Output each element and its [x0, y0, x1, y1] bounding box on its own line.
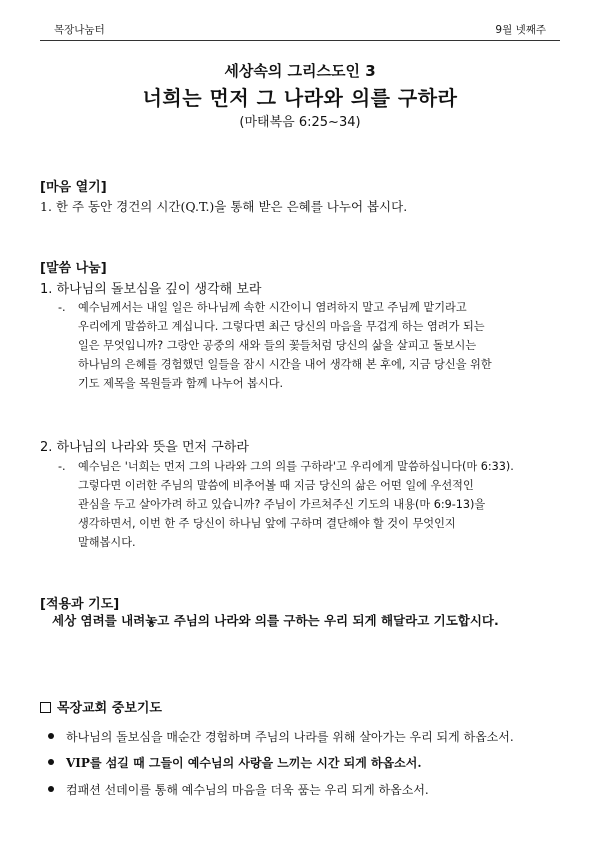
prayer-item [48, 754, 570, 771]
header-week-label: 9월 넷째주 [495, 24, 546, 36]
dash-marker: -. [58, 301, 66, 314]
page-header [40, 22, 560, 41]
prayer-item-text: 하나님의 돌보심을 매순간 경험하며 주님의 나라를 위해 살아가는 우리 되게 하옵소서. [66, 730, 514, 744]
section-heading-apply: [적용과 기도] [40, 597, 120, 612]
q1-line: 우리에게 말씀하고 계십니다. 그렇다면 최근 당신의 마음을 무겁게 하는 염려가 되는 [78, 320, 485, 333]
q2-line: 예수님은 '너희는 먼저 그의 나라와 그의 의를 구하라'고 우리에게 말씀하십니다(마 6:33). [78, 460, 514, 473]
q2-line: 관심을 두고 살아가려 하고 있습니까? 주님이 가르쳐주신 기도의 내용(마 6:9-13)을 [78, 498, 486, 511]
intercession-heading [40, 697, 162, 716]
prayer-item-text: 컴패션 선데이를 통해 예수님의 마음을 더욱 품는 우리 되게 하옵소서. [66, 783, 429, 797]
prayer-item [48, 781, 570, 798]
bullet-icon [48, 759, 54, 765]
bullet-icon [48, 733, 54, 739]
q2-line: 말해봅시다. [78, 536, 136, 549]
apply-prayer-text: 세상 염려를 내려놓고 주님의 나라와 의를 구하는 우리 되게 해달라고 기도합시다. [52, 613, 499, 628]
word-question-1-title: 1. 하나님의 돌보심을 깊이 생각해 보라 [40, 282, 262, 297]
bullet-icon [48, 786, 54, 792]
header-left-label: 목장나눔터 [54, 24, 105, 36]
series-subtitle: 세상속의 그리스도인 3 [224, 62, 376, 80]
q1-line: 기도 제목을 목원들과 함께 나누어 봅시다. [78, 377, 284, 390]
dash-marker: -. [58, 460, 66, 473]
checkbox-icon [40, 702, 51, 713]
heart-question: 1. 한 주 동안 경건의 시간(Q.T.)을 통해 받은 은혜를 나누어 봅시다. [40, 199, 408, 214]
intercession-heading-label: 목장교회 중보기도 [57, 701, 162, 716]
q2-line: 생각하면서, 이번 한 주 당신이 하나님 앞에 구하며 결단해야 할 것이 무엇인지 [78, 517, 456, 530]
section-heading-word: [말씀 나눔] [40, 261, 107, 276]
scripture-reference: (마태복음 6:25~34) [239, 115, 361, 130]
q1-line: 예수님께서는 내일 일은 하나님께 속한 시간이니 염려하지 말고 주님께 맡기라고 [78, 301, 467, 314]
page-title: 너희는 먼저 그 나라와 의를 구하라 [142, 86, 458, 110]
prayer-item-text: VIP를 섬길 때 그들이 예수님의 사랑을 느끼는 시간 되게 하옵소서. [66, 756, 422, 770]
section-heading-heart: [마음 열기] [40, 180, 107, 195]
q1-line: 일은 무엇입니까? 그랑안 공중의 새와 들의 꽃들처럼 당신의 삶을 살피고 돌보시는 [78, 339, 477, 352]
q1-line: 하나님의 은혜를 경험했던 일들을 잠시 시간을 내어 생각해 본 후에, 지금 당신을 위한 [78, 358, 492, 371]
word-question-2-body [58, 457, 560, 552]
prayer-item [48, 728, 570, 745]
word-question-1-body [58, 298, 560, 393]
q2-line: 그렇다면 이러한 주님의 말씀에 비추어볼 때 지금 당신의 삶은 어떤 일에 우선적인 [78, 479, 474, 492]
word-question-2-title: 2. 하나님의 나라와 뜻을 먼저 구하라 [40, 440, 249, 455]
